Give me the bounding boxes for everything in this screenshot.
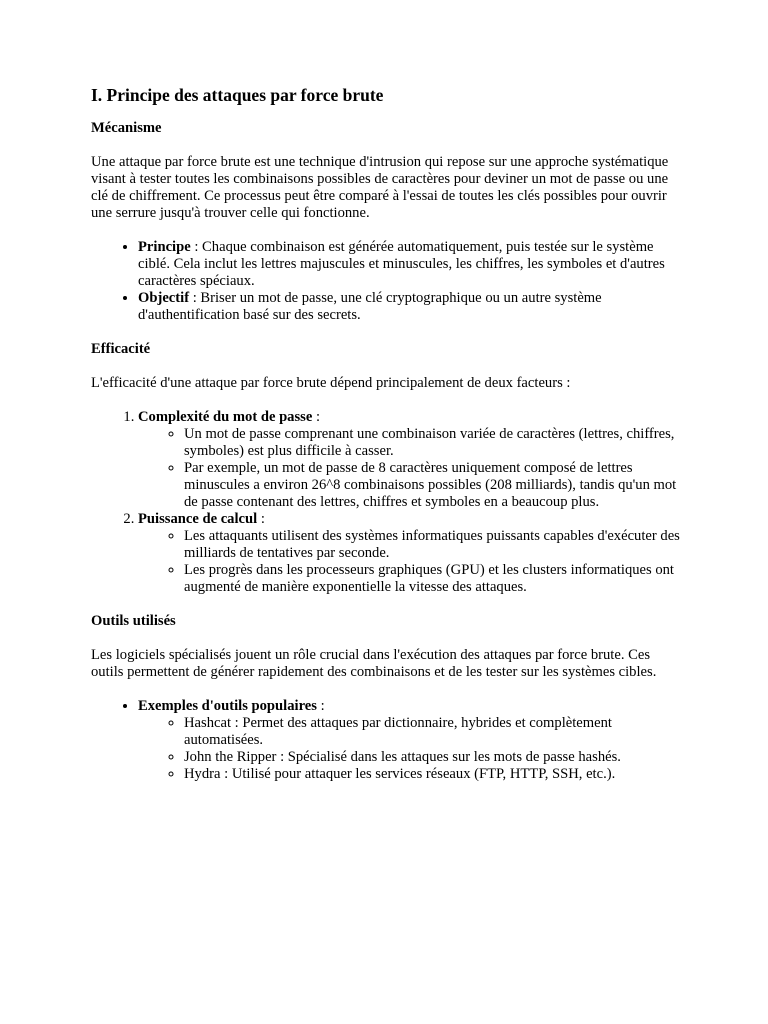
list-item-suffix: :	[316, 698, 325, 714]
list-item-suffix: :	[257, 511, 265, 527]
tools-sub-list	[138, 715, 681, 783]
outils-paragraph: Les logiciels spécialisés jouent un rôle crucial dans l'exécution des attaques par force brute. Ces outils permettent de générer rapidement des combinaisons et de les tester sur les systèmes cibles.	[91, 647, 657, 680]
list-item	[138, 511, 681, 596]
sub-list	[138, 528, 681, 596]
outils-list	[91, 698, 681, 783]
document-title: I. Principe des attaques par force brute	[91, 85, 384, 105]
list-item-label: Exemples d'outils populaires	[138, 698, 317, 714]
list-item-suffix: :	[312, 409, 321, 425]
sub-list	[138, 426, 681, 511]
section-heading-outils: Outils utilisés	[91, 613, 176, 629]
sub-list-item: ◦ Les progrès dans les processeurs graphiques (GPU) et les clusters informatiques ont augmenté de manière exponentielle la vitesse des attaques.	[184, 562, 681, 596]
sub-list-item: ◦ Les attaquants utilisent des systèmes informatiques puissants capables d'exécuter des milliards de tentatives par seconde.	[184, 528, 681, 562]
efficacite-factors-list	[91, 409, 681, 596]
mecanisme-paragraph: Une attaque par force brute est une technique d'intrusion qui repose sur une approche systématique visant à tester toutes les combinaisons possibles de caractères pour deviner un mot de passe ou une clé de chiffrement. Ce processus peut être comparé à l'essai de toutes les clés possibles pour ouvrir une serrure jusqu'à trouver celle qui fonctionne.	[91, 154, 669, 221]
sub-list-item: ◦ Hashcat : Permet des attaques par dictionnaire, hybrides et complètement automatisées.	[184, 715, 681, 749]
sub-list-item: ◦ Un mot de passe comprenant une combinaison variée de caractères (lettres, chiffres, symboles) est plus difficile à casser.	[184, 426, 681, 460]
section-heading-efficacite: Efficacité	[91, 341, 151, 357]
list-item-label: Objectif	[138, 290, 190, 306]
section-heading-mecanisme: Mécanisme	[91, 120, 162, 136]
list-item	[138, 409, 681, 511]
list-item	[138, 698, 681, 783]
sub-list-item: ◦ Hydra : Utilisé pour attaquer les services réseaux (FTP, HTTP, SSH, etc.).	[184, 766, 681, 783]
list-item	[138, 290, 681, 324]
efficacite-intro: L'efficacité d'une attaque par force brute dépend principalement de deux facteurs :	[91, 375, 571, 391]
list-item-label: Complexité du mot de passe	[138, 409, 313, 425]
list-item-text: : Chaque combinaison est générée automatiquement, puis testée sur le système ciblé. Cela inclut les lettres majuscules et minuscules, les chiffres, les symboles et d'autres caractères spéciaux.	[138, 239, 665, 289]
sub-list-item: ◦ Par exemple, un mot de passe de 8 caractères uniquement composé de lettres minuscules a environ 26^8 combinaisons possibles (208 milliards), tandis qu'un mot de passe contenant des lettres, chiffres et symboles en a beaucoup plus.	[184, 460, 681, 511]
document-page	[91, 84, 681, 800]
list-item-label: Puissance de calcul	[138, 511, 258, 527]
list-item	[138, 239, 681, 290]
list-item-text: : Briser un mot de passe, une clé cryptographique ou un autre système d'authentification basé sur des secrets.	[138, 290, 602, 323]
mecanisme-list	[91, 239, 681, 324]
sub-list-item: ◦ John the Ripper : Spécialisé dans les attaques sur les mots de passe hashés.	[184, 749, 681, 766]
list-item-label: Principe	[138, 239, 191, 255]
